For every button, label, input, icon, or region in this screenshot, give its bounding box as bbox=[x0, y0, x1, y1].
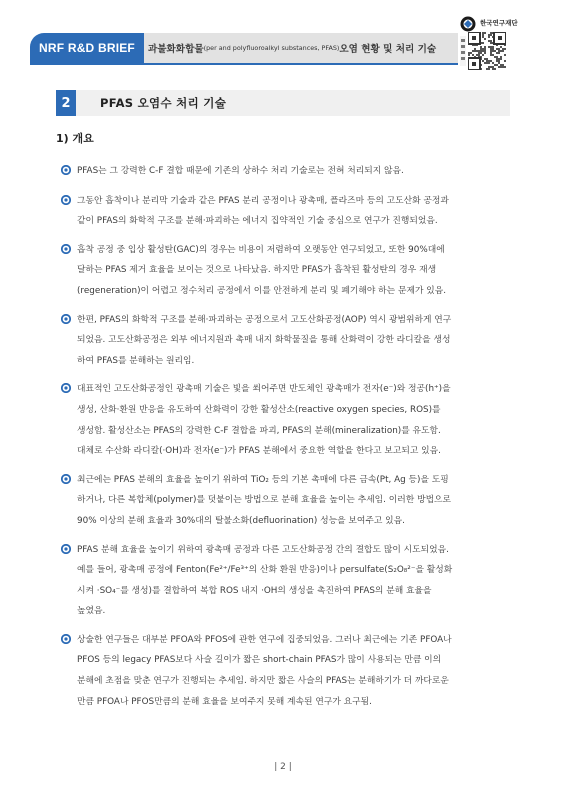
header-rule bbox=[30, 63, 458, 65]
bullet-line: 한편, PFAS의 화학적 구조를 분해·파괴하는 공정으로서 고도산화공정(AOP) 역시 광범위하게 연구 bbox=[77, 314, 452, 325]
bullet-text bbox=[77, 310, 514, 372]
bullet-text bbox=[77, 161, 514, 182]
title-rest: 오염 현황 및 처리 기술 bbox=[339, 44, 437, 55]
bullet-text bbox=[77, 540, 514, 622]
bullet-line: 90% 이상의 분해 효율과 30%대의 탈불소화(defluorination) 성능을 보여주고 있음. bbox=[77, 515, 405, 526]
bullet-line: 상술한 연구들은 대부분 PFOA와 PFOS에 관한 연구에 집중되었음. 그러나 최근에는 기존 PFOA나 bbox=[77, 634, 452, 645]
bullet-line: PFOS 등의 legacy PFAS보다 사슬 길이가 짧은 short-chain PFAS가 많이 사용되는 만큼 이의 bbox=[77, 655, 442, 666]
bullet-line: 같이 PFAS의 화학적 구조를 분해·파괴하는 에너지 집약적인 기술 중심으로 연구가 진행되었음. bbox=[77, 216, 438, 227]
bullet-circle-icon bbox=[61, 474, 71, 484]
bullet-text bbox=[77, 379, 514, 461]
bullet-circle-icon bbox=[61, 634, 71, 644]
bullet-item bbox=[58, 630, 514, 712]
bullet-item bbox=[58, 540, 514, 622]
bullet-line: 높였음. bbox=[77, 606, 106, 617]
title-korean: 과불화화합물 bbox=[148, 44, 204, 55]
bullet-line: 그동안 흡착이나 분리막 기술과 같은 PFAS 분리 공정이나 광촉매, 플라즈마 등의 고도산화 공정과 bbox=[77, 195, 449, 206]
bullet-circle-icon bbox=[61, 244, 71, 254]
bullet-line: 하여 PFAS를 분해하는 원리임. bbox=[77, 355, 195, 366]
nrf-logo bbox=[458, 14, 518, 72]
bullet-item bbox=[58, 240, 514, 302]
bullet-list bbox=[58, 153, 514, 712]
bullet-item bbox=[58, 161, 514, 182]
org-name: 한국연구재단 bbox=[480, 19, 518, 27]
bullet-line: 대체로 수산화 라디칼(·OH)과 전자(e⁻)가 PFAS 분해에서 중요한 역할을 한다고 보고되고 있음. bbox=[77, 446, 441, 457]
bullet-text bbox=[77, 470, 514, 532]
qr-code-icon bbox=[468, 32, 506, 70]
bullet-line: 생성, 산화·환원 반응을 유도하여 산화력이 강한 활성산소(reactive oxygen species, ROS)를 bbox=[77, 404, 441, 415]
bullet-line: 달하는 PFAS 제거 효율을 보이는 것으로 나타났음. 하지만 PFAS가 흡착된 활성탄의 경우 재생 bbox=[77, 265, 437, 276]
page-number: | 2 | bbox=[274, 762, 292, 772]
nrf-emblem-icon bbox=[460, 16, 476, 32]
bullet-line: 생성함. 활성산소는 PFAS의 강력한 C-F 결합을 파괴, PFAS의 분해(mineralization)를 유도함. bbox=[77, 425, 441, 436]
bullet-item bbox=[58, 191, 514, 232]
brief-label: NRF R&D BRIEF bbox=[30, 33, 144, 63]
bullet-line: 대표적인 고도산화공정인 광촉매 기술은 빛을 쐬어주면 반도체인 광촉매가 전자(e⁻)와 정공(h⁺)을 bbox=[77, 384, 451, 395]
subheading: 1) 개요 bbox=[56, 132, 94, 145]
logo-side-mark bbox=[460, 36, 466, 66]
document-title-bar bbox=[144, 33, 458, 63]
section-number: 2 bbox=[56, 90, 76, 116]
bullet-line: PFAS는 그 강력한 C-F 결합 때문에 기존의 상하수 처리 기술로는 전혀 처리되지 않음. bbox=[77, 166, 404, 176]
bullet-item bbox=[58, 379, 514, 461]
bullet-line: 흡착 공정 중 입상 활성탄(GAC)의 경우는 비용이 저렴하여 오랫동안 연구되었고, 또한 90%대에 bbox=[77, 244, 445, 255]
bullet-item bbox=[58, 470, 514, 532]
bullet-text bbox=[77, 630, 514, 712]
bullet-line: 시켜 ·SO₄⁻를 생성)를 결합하여 복합 ROS 내지 ·OH의 생성을 촉진하여 PFAS의 분해 효율을 bbox=[77, 585, 432, 596]
bullet-line: 만큼 PFOA나 PFOS만큼의 분해 효율을 보여주지 못해 계속된 연구가 요구됨. bbox=[77, 696, 372, 707]
bullet-circle-icon bbox=[61, 165, 71, 175]
bullet-line: 예를 들어, 광촉매 공정에 Fenton(Fe²⁺/Fe³⁺의 산화 환원 반응)이나 persulfate(S₂O₈²⁻을 활성화 bbox=[77, 565, 453, 576]
bullet-line: 분해에 초점을 맞춘 연구가 진행되는 추세임. 하지만 짧은 사슬의 PFAS는 분해하기가 더 까다로운 bbox=[77, 676, 449, 687]
bullet-line: 하거나, 다른 복합체(polymer)를 덧붙이는 방법으로 분해 효율을 높이는 추세임. 이러한 방법으로 bbox=[77, 495, 452, 506]
bullet-line: 되었음. 고도산화공정은 외부 에너지원과 촉매 내지 화학물질을 통해 산화력이 강한 라디칼을 생성 bbox=[77, 335, 451, 346]
bullet-text bbox=[77, 240, 514, 302]
bullet-line: 최근에는 PFAS 분해의 효율을 높이기 위하여 TiO₂ 등의 기본 촉매에 다른 금속(Pt, Ag 등)을 도핑 bbox=[77, 474, 449, 485]
bullet-item bbox=[58, 310, 514, 372]
bullet-line: PFAS 분해 효율을 높이기 위하여 광촉매 공정과 다른 고도산화공정 간의 결합도 많이 시도되었음. bbox=[77, 544, 449, 555]
section-title: PFAS 오염수 처리 기술 bbox=[100, 96, 227, 110]
bullet-circle-icon bbox=[61, 544, 71, 554]
bullet-line: (regeneration)이 어렵고 정수처리 공정에서 이를 안전하게 분리 및 폐기해야 하는 문제가 있음. bbox=[77, 285, 447, 296]
section-heading bbox=[56, 90, 510, 116]
bullet-circle-icon bbox=[61, 195, 71, 205]
title-english: (per and polyfluoroalkyl substances, PFAS) bbox=[203, 44, 340, 52]
page-header bbox=[0, 0, 566, 80]
bullet-circle-icon bbox=[61, 383, 71, 393]
bullet-circle-icon bbox=[61, 314, 71, 324]
bullet-text bbox=[77, 191, 514, 232]
